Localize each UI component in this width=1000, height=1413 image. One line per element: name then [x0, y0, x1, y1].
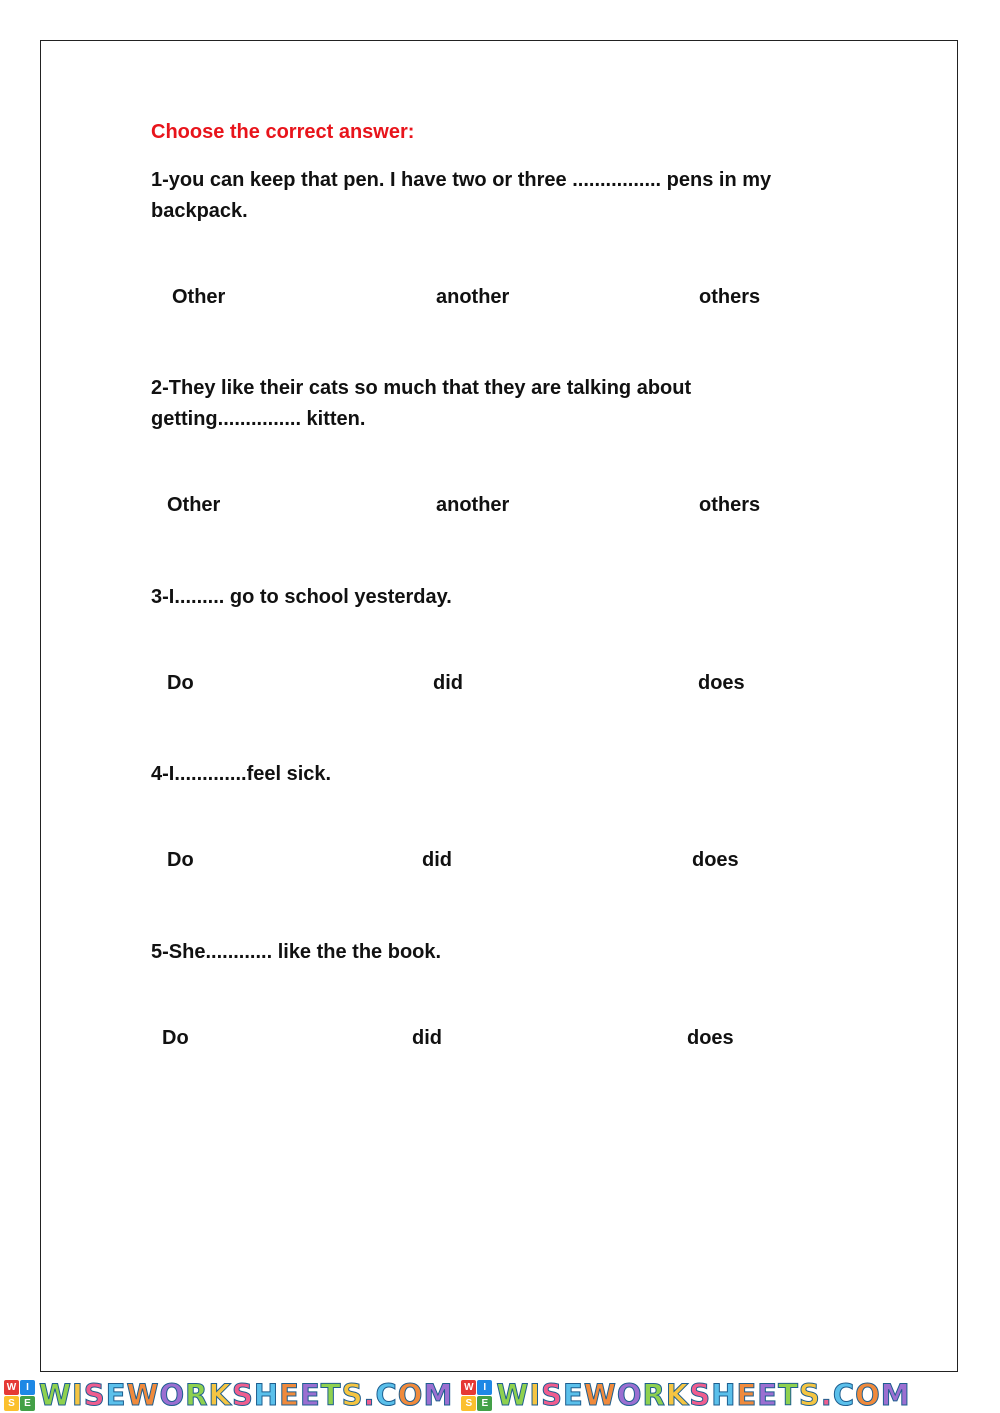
q5-option-2[interactable]: did — [412, 1027, 442, 1049]
brand-letter: W — [126, 1378, 160, 1412]
brand-letter: E — [736, 1378, 758, 1412]
instruction-heading: Choose the correct answer: — [151, 121, 415, 143]
logo-letter: E — [477, 1396, 492, 1411]
brand-letter: R — [185, 1378, 209, 1412]
brand-letter: W — [39, 1378, 72, 1412]
logo-letter: S — [4, 1396, 19, 1411]
brand-mark-2 — [461, 1380, 910, 1411]
brand-letter: E — [757, 1378, 779, 1412]
brand-letter: S — [541, 1378, 563, 1412]
logo-letter: I — [20, 1380, 35, 1395]
brand-letter: I — [529, 1378, 542, 1412]
brand-letter: . — [820, 1378, 833, 1412]
q1-option-3[interactable]: others — [699, 286, 761, 308]
brand-letter: W — [583, 1378, 617, 1412]
brand-letter: E — [299, 1378, 321, 1412]
q1-option-1[interactable]: Other — [172, 286, 226, 308]
page-frame — [40, 40, 958, 1372]
brand-letter: S — [231, 1378, 254, 1412]
brand-letter: C — [832, 1378, 856, 1412]
question-5: 5-She............ like the the book. — [151, 941, 442, 963]
question-2: 2-They like their cats so much that they are talking about getting............... kitten. — [151, 377, 692, 430]
q4-option-2[interactable]: did — [422, 849, 452, 871]
brand-letter: S — [83, 1378, 106, 1412]
brand-letter: S — [689, 1378, 712, 1412]
q5-option-3[interactable]: does — [687, 1027, 734, 1049]
q1-option-2[interactable]: another — [436, 286, 510, 308]
brand-letter: E — [105, 1378, 127, 1412]
brand-letter: S — [798, 1378, 821, 1412]
brand-letter: K — [665, 1378, 690, 1412]
brand-letter: E — [563, 1378, 584, 1412]
brand-letter: . — [363, 1378, 376, 1412]
brand-text — [39, 1378, 454, 1412]
question-3: 3-I......... go to school yesterday. — [151, 586, 452, 608]
brand-letter: T — [320, 1378, 342, 1412]
brand-logo-icon — [4, 1380, 35, 1411]
logo-letter: W — [4, 1380, 19, 1395]
brand-letter: O — [397, 1378, 424, 1412]
brand-letter: E — [279, 1378, 300, 1412]
q2-option-1[interactable]: Other — [167, 494, 221, 516]
q5-option-1[interactable]: Do — [162, 1027, 189, 1049]
q2-option-3[interactable]: others — [699, 494, 761, 516]
logo-letter: E — [20, 1396, 35, 1411]
brand-letter: R — [642, 1378, 666, 1412]
brand-letter: H — [711, 1378, 737, 1412]
q3-option-1[interactable]: Do — [167, 672, 194, 694]
brand-letter: T — [778, 1378, 799, 1412]
q3-option-2[interactable]: did — [433, 672, 463, 694]
logo-letter: W — [461, 1380, 476, 1395]
brand-letter: S — [341, 1378, 364, 1412]
brand-logo-icon — [461, 1380, 492, 1411]
brand-mark-1 — [4, 1380, 453, 1411]
q3-option-3[interactable]: does — [698, 672, 745, 694]
q4-option-1[interactable]: Do — [167, 849, 194, 871]
brand-letter: M — [880, 1378, 911, 1412]
brand-letter: C — [375, 1378, 398, 1412]
brand-letter: I — [72, 1378, 84, 1412]
footer-brand-strip — [0, 1378, 1000, 1413]
brand-letter: O — [159, 1378, 186, 1412]
logo-letter: I — [477, 1380, 492, 1395]
brand-letter: O — [616, 1378, 643, 1412]
brand-letter: K — [208, 1378, 232, 1412]
q2-option-2[interactable]: another — [436, 494, 510, 516]
brand-text — [496, 1378, 911, 1412]
brand-letter: W — [496, 1378, 530, 1412]
brand-letter: H — [253, 1378, 280, 1412]
question-1: 1-you can keep that pen. I have two or three ................ pens in my backpack. — [151, 169, 772, 222]
logo-letter: S — [461, 1396, 476, 1411]
brand-letter: M — [423, 1378, 454, 1412]
brand-letter: O — [855, 1378, 881, 1412]
question-4: 4-I.............feel sick. — [151, 763, 332, 785]
q4-option-3[interactable]: does — [692, 849, 739, 871]
